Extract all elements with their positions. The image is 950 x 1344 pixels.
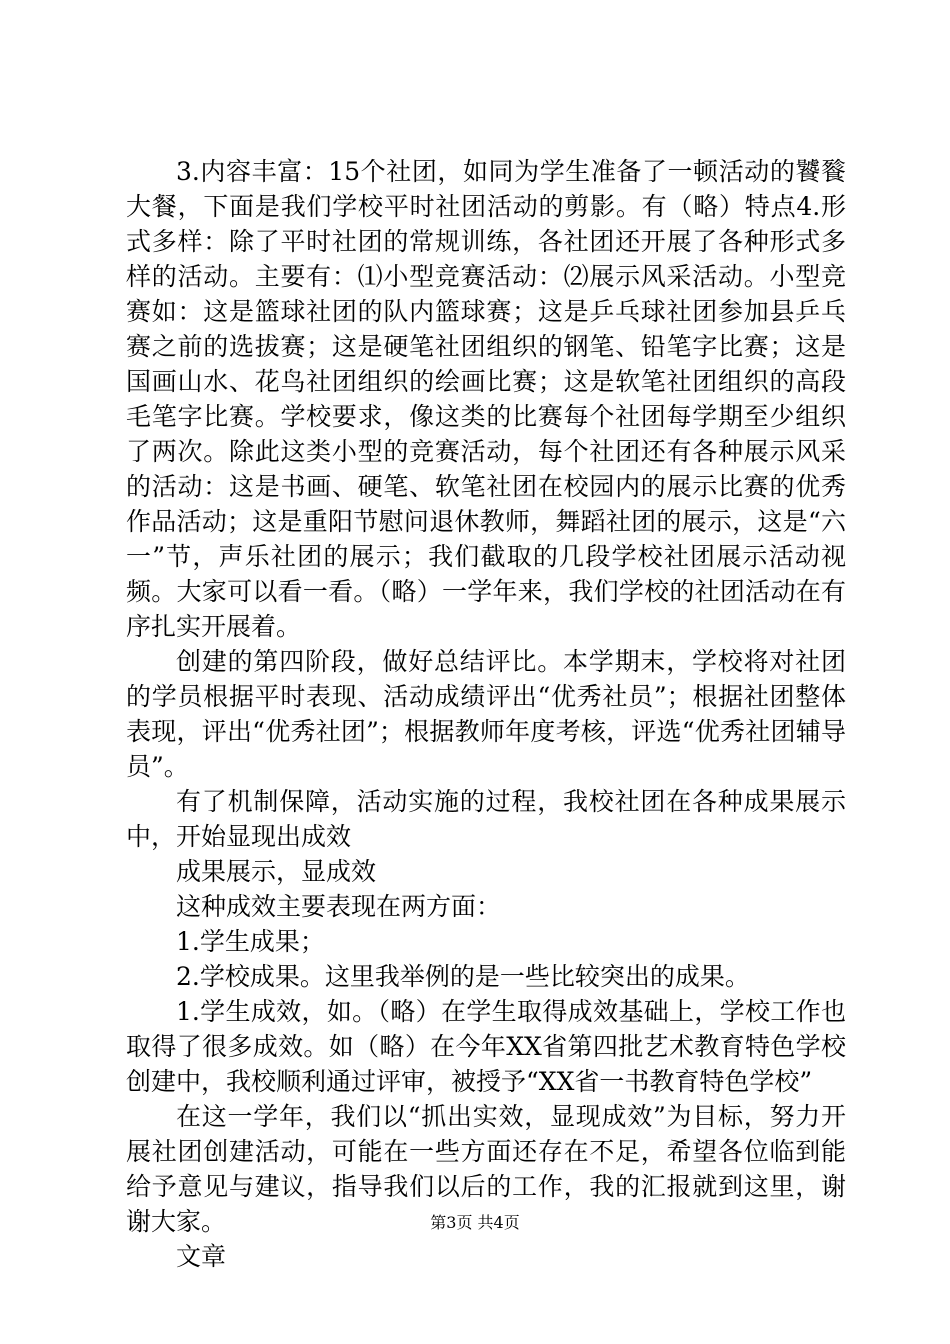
paragraph: 文章	[176, 1242, 227, 1271]
paragraph: 创建的第四阶段，做好总结评比。本学期末，学校将对社团的学员根据平时表现、活动成绩评出“优秀社员”；根据社团整体表现，评出“优秀社团”；根据教师年度考核，评选“优秀社团辅导员”。	[126, 647, 846, 781]
paragraph: 这种成效主要表现在两方面：	[176, 892, 502, 921]
paragraph: 3.内容丰富：15个社团，如同为学生准备了一顿活动的饕餮大餐，下面是我们学校平时社团活动的剪影。有（略）特点4.形式多样：除了平时社团的常规训练，各社团还开展了各种形式多样的活动。主要有：⑴小型竞赛活动：⑵展示风采活动。小型竞赛如：这是篮球社团的队内篮球赛；这是乒乓球社团参加县乒乓赛之前的选拔赛；这是硬笔社团组织的钢笔、铅笔字比赛；这是国画山水、花鸟社团组织的绘画比赛；这是软笔社团组织的高段毛笔字比赛。学校要求，像这类的比赛每个社团每学期至少组织了两次。除此这类小型的竞赛活动，每个社团还有各种展示风采的活动：这是书画、硬笔、软笔社团在校园内的展示比赛的优秀作品活动；这是重阳节慰问退休教师，舞蹈社团的展示，这是“六一”节，声乐社团的展示；我们截取的几段学校社团展示活动视频。大家可以看一看。（略）一学年来，我们学校的社团活动在有序扎实开展着。	[126, 157, 846, 641]
paragraph: 1.学生成果；	[176, 927, 325, 956]
paragraph: 有了机制保障，活动实施的过程，我校社团在各种成果展示中，开始显现出成效	[126, 787, 846, 851]
page-footer	[0, 1213, 950, 1233]
paragraph: 2.学校成果。这里我举例的是一些比较突出的成果。	[176, 962, 750, 991]
document-body	[126, 154, 846, 1274]
paragraph: 1.学生成效，如。（略）在学生取得成效基础上，学校工作也取得了很多成效。如（略）在今年XX省第四批艺术教育特色学校创建中，我校顺利通过评审，被授予“XX省一书教育特色学校”	[126, 997, 846, 1096]
page-indicator: 第3页 共4页	[430, 1213, 520, 1232]
paragraph: 在这一学年，我们以“抓出实效，显现成效”为目标，努力开展社团创建活动，可能在一些方面还存在不足，希望各位临到能给予意见与建议，指导我们以后的工作，我的汇报就到这里，谢谢大家。	[126, 1102, 846, 1236]
paragraph: 成果展示，显成效	[176, 857, 377, 886]
